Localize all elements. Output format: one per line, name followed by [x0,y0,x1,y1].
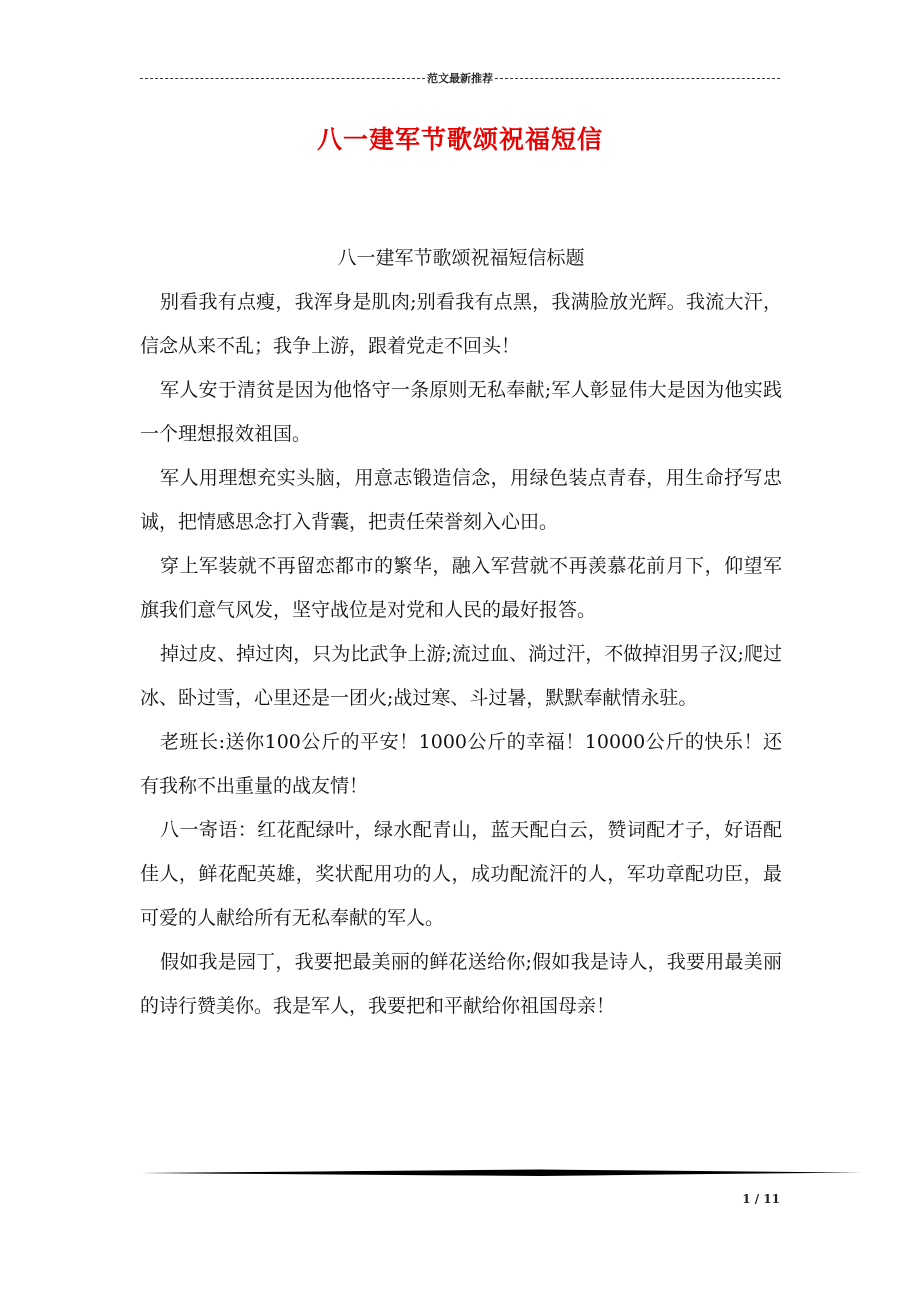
page-header [140,68,780,88]
document-title: 八一建军节歌颂祝福短信 [316,125,603,154]
paragraph: 老班长:送你100公斤的平安！1000公斤的幸福！10000公斤的快乐！还有我称不出重量的战友情！ [140,731,782,797]
paragraph: 假如我是园丁，我要把最美丽的鲜花送给你;假如我是诗人，我要用最美丽的诗行赞美你。我是军人，我要把和平献给你祖国母亲！ [140,951,782,1017]
header-dash-left [140,78,425,79]
paragraph: 别看我有点瘦，我浑身是肌肉;别看我有点黑，我满脸放光辉。我流大汗，信念从来不乱；我争上游，跟着党走不回头！ [140,291,782,357]
page-number: 1 / 11 [742,1192,780,1206]
footer-rule [140,1166,862,1180]
document-subtitle: 八一建军节歌颂祝福短信标题 [337,247,585,269]
paragraph: 穿上军装就不再留恋都市的繁华，融入军营就不再羡慕花前月下，仰望军旗我们意气风发，坚守战位是对党和人民的最好报答。 [140,555,782,621]
paragraph: 军人用理想充实头脑，用意志锻造信念，用绿色装点青春，用生命抒写忠诚，把情感思念打入背囊，把责任荣誉刻入心田。 [140,467,782,533]
footer-rule-swoosh [140,1170,862,1177]
paragraph: 八一寄语：红花配绿叶，绿水配青山，蓝天配白云，赞词配才子，好语配佳人，鲜花配英雄，奖状配用功的人，成功配流汗的人，军功章配功臣，最可爱的人献给所有无私奉献的军人。 [140,819,782,929]
paragraph: 掉过皮、掉过肉，只为比武争上游;流过血、淌过汗，不做掉泪男子汉;爬过冰、卧过雪，心里还是一团火;战过寒、斗过暑，默默奉献情永驻。 [140,643,782,709]
document-body [140,236,782,1028]
header-dash-right [495,78,780,79]
header-label: 范文最新推荐 [427,72,493,85]
paragraph: 军人安于清贫是因为他恪守一条原则无私奉献;军人彰显伟大是因为他实践一个理想报效祖国。 [140,379,782,445]
